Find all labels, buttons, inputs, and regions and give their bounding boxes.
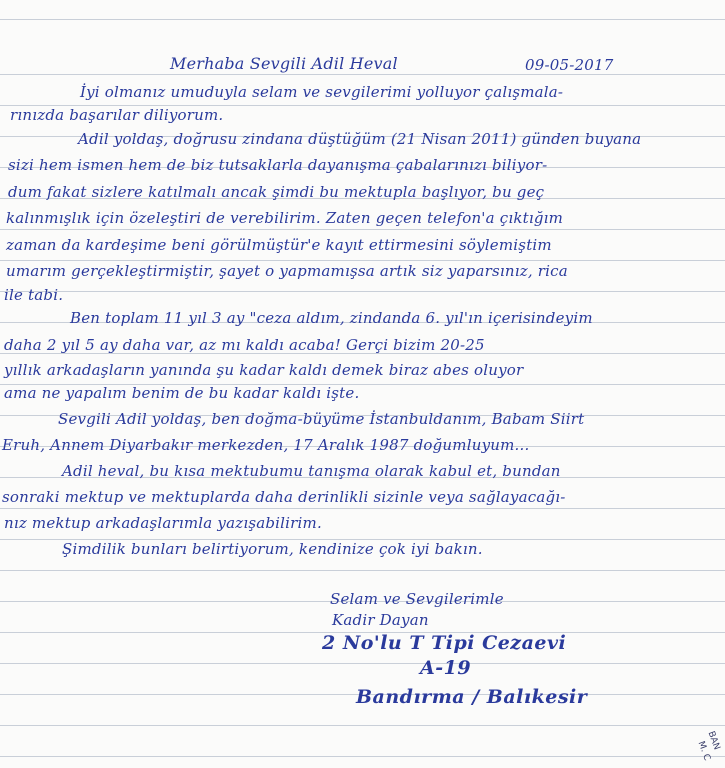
letter-line: nız mektup arkadaşlarımla yazışabilirim.: [4, 514, 322, 532]
postal-stamp: [685, 726, 725, 768]
letter-line: Adil yoldaş, doğrusu zindana düştüğüm (21 Nisan 2011) günden buyana: [78, 130, 642, 148]
letter-line: Sevgili Adil yoldaş, ben doğma-büyüme İstanbuldanım, Babam Siirt: [58, 410, 585, 428]
signature-ward: A-19: [420, 657, 472, 679]
signature-closing: Selam ve Sevgilerimle: [330, 590, 504, 608]
letter-line: Ben toplam 11 yıl 3 ay "ceza aldım, zindanda 6. yıl'ın içerisindeyim: [70, 309, 593, 327]
letter-line: Adil heval, bu kısa mektubumu tanışma olarak kabul et, bundan: [62, 462, 561, 480]
letter-line: rınızda başarılar diliyorum.: [10, 106, 224, 124]
letter-line: sonraki mektup ve mektuplarda daha derinlikli sizinle veya sağlayacağı-: [2, 488, 566, 506]
letter-date: 09-05-2017: [525, 56, 614, 74]
signature-name: Kadir Dayan: [332, 611, 429, 629]
letter-line: ile tabi.: [4, 286, 64, 304]
letter-line: sizi hem ismen hem de biz tutsaklarla dayanışma çabalarınızı biliyor-: [8, 156, 548, 174]
letter-line: İyi olmanız umuduyla selam ve sevgilerimi yolluyor çalışmala-: [80, 83, 564, 101]
letter-line: Şimdilik bunları belirtiyorum, kendinize çok iyi bakın.: [62, 540, 483, 558]
signature-city: Bandırma / Balıkesir: [356, 686, 588, 708]
letter-line: kalınmışlık için özeleştiri de verebilirim. Zaten geçen telefon'a çıktığım: [6, 209, 564, 227]
letter-line: dum fakat sizlere katılmalı ancak şimdi bu mektupla başlıyor, bu geç: [8, 183, 545, 201]
letter-line: ama ne yapalım benim de bu kadar kaldı işte.: [4, 384, 360, 402]
letter-line: yıllık arkadaşların yanında şu kadar kaldı demek biraz abes oluyor: [4, 361, 524, 379]
letter-greeting: Merhaba Sevgili Adil Heval: [170, 54, 398, 73]
letter-line: zaman da kardeşime beni görülmüştür'e kayıt ettirmesini söylemiştim: [6, 236, 552, 254]
letter-line: daha 2 yıl 5 ay daha var, az mı kaldı acaba! Gerçi bizim 20-25: [4, 336, 485, 354]
stamp-text: BAN: [705, 730, 722, 752]
letter-line: Eruh, Annem Diyarbakır merkezden, 17 Aralık 1987 doğumluyum...: [2, 436, 530, 454]
stamp-text: M. C: [695, 740, 712, 763]
letter-line: umarım gerçekleştirmiştir, şayet o yapmamışsa artık siz yaparsınız, rica: [6, 262, 568, 280]
signature-prison: 2 No'lu T Tipi Cezaevi: [322, 632, 567, 654]
